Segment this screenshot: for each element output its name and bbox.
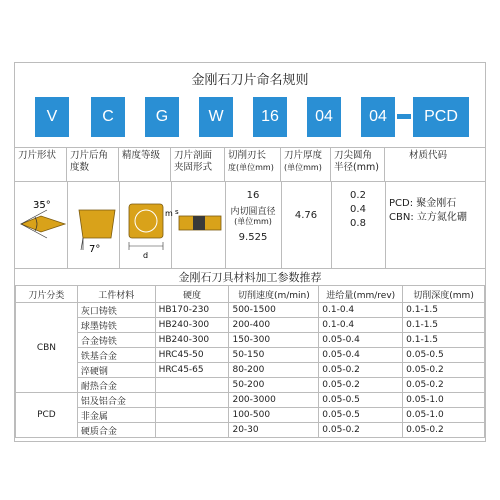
header-tolerance xyxy=(119,147,171,181)
table-cell: 0.05-0.5 xyxy=(403,348,485,363)
header-edge-sub: 度(单位mm) xyxy=(228,163,274,172)
table-cell: 0.05-0.2 xyxy=(403,378,485,393)
header-relief xyxy=(67,147,119,181)
shape-angle-label: 35° xyxy=(33,200,51,211)
code-box-edge-length: 16 xyxy=(253,97,287,137)
material-code-cbn: CBN: 立方氮化硼 xyxy=(389,212,467,223)
table-row xyxy=(16,303,485,318)
table-cell: 0.1-0.4 xyxy=(319,318,403,333)
relief-angle-icon xyxy=(69,186,119,266)
table-cell: HB240-300 xyxy=(155,333,229,348)
col-category: 刀片分类 xyxy=(16,286,78,303)
table-cell: 0.1-0.4 xyxy=(319,303,403,318)
category-cell: CBN xyxy=(16,303,78,393)
table-cell: 200-3000 xyxy=(229,393,319,408)
table-cell: 0.05-0.2 xyxy=(319,423,403,438)
parameter-table xyxy=(15,285,485,438)
table-cell: 0.05-0.2 xyxy=(319,378,403,393)
header-type-label: 刀片剖面 xyxy=(174,150,213,161)
header-thickness-label: 刀片厚度 xyxy=(284,150,323,161)
code-box-radius: 04 xyxy=(361,97,395,137)
code-box-thickness: 04 xyxy=(307,97,341,137)
table-cell xyxy=(155,393,229,408)
radius-value-3: 0.8 xyxy=(350,218,366,229)
table-cell: 20-30 xyxy=(229,423,319,438)
table-cell: 0.1-1.5 xyxy=(403,333,485,348)
edge-length-note: 内切圆直径 xyxy=(230,207,276,217)
table-cell: 0.05-0.4 xyxy=(319,333,403,348)
edge-length-value: 16 xyxy=(246,190,260,201)
category-cell: PCD xyxy=(16,393,78,438)
table-row xyxy=(16,393,485,408)
table-cell: 150-300 xyxy=(229,333,319,348)
diagram-row xyxy=(15,181,485,269)
table-row xyxy=(16,423,485,438)
table-cell: HB240-300 xyxy=(155,318,229,333)
col-feed: 进给量(mm/rev) xyxy=(319,286,403,303)
table-cell: 0.05-0.2 xyxy=(403,363,485,378)
header-relief-sub: 度数 xyxy=(70,162,90,173)
table-cell: 80-200 xyxy=(229,363,319,378)
table-cell: 0.05-0.2 xyxy=(403,423,485,438)
header-type-sub: 夹固形式 xyxy=(174,162,213,173)
table-row xyxy=(16,348,485,363)
table-cell: 灰口铸铁 xyxy=(77,303,155,318)
table-cell: 合金铸铁 xyxy=(77,333,155,348)
header-type xyxy=(171,147,225,181)
table-cell: 500-1500 xyxy=(229,303,319,318)
header-thickness xyxy=(281,147,331,181)
col-material: 工件材料 xyxy=(77,286,155,303)
table-body xyxy=(16,303,485,438)
table-cell: HRC45-65 xyxy=(155,363,229,378)
header-radius-sub: 半径(mm) xyxy=(334,162,379,173)
table-cell: 100-500 xyxy=(229,408,319,423)
inscribed-diameter-value: 9.525 xyxy=(238,232,268,243)
rhombus-insert-icon xyxy=(17,186,67,266)
table-cell xyxy=(155,408,229,423)
table-cell: 0.1-1.5 xyxy=(403,318,485,333)
d-dimension-label: d xyxy=(143,251,149,260)
table-cell: 0.05-0.4 xyxy=(319,348,403,363)
table-cell: 200-400 xyxy=(229,318,319,333)
header-shape-label: 刀片形状 xyxy=(18,150,57,161)
table-cell: 淬硬钢 xyxy=(77,363,155,378)
header-thickness-sub: (单位mm) xyxy=(284,163,322,172)
clamp-section-icon xyxy=(173,186,225,266)
code-box-shape: V xyxy=(35,97,69,137)
radius-value-2: 0.4 xyxy=(350,204,366,215)
table-cell: 球墨铸铁 xyxy=(77,318,155,333)
header-edge-length xyxy=(225,147,281,181)
code-box-material: PCD xyxy=(413,97,469,137)
radius-value-1: 0.2 xyxy=(350,190,366,201)
table-cell: 耐热合金 xyxy=(77,378,155,393)
header-radius xyxy=(331,147,385,181)
edge-length-unit: (单位mm) xyxy=(234,217,272,226)
header-relief-label: 刀片后角 xyxy=(70,150,109,161)
table-cell: 铝及铝合金 xyxy=(77,393,155,408)
header-radius-label: 刀尖圆角 xyxy=(334,150,373,161)
relief-angle-label: 7° xyxy=(89,244,101,255)
naming-rules-sheet xyxy=(14,62,486,442)
m-dimension-label: m xyxy=(165,209,173,218)
page-title: 金刚石刀片命名规则 xyxy=(191,73,309,88)
table-cell: HRC45-50 xyxy=(155,348,229,363)
table-cell: 0.1-1.5 xyxy=(403,303,485,318)
material-code-pcd: PCD: 聚金刚石 xyxy=(389,198,457,209)
table-title: 金刚石刀具材料加工参数推荐 xyxy=(178,271,322,284)
tolerance-insert-icon xyxy=(121,186,171,266)
table-cell: 铁基合金 xyxy=(77,348,155,363)
table-cell: 硬质合金 xyxy=(77,423,155,438)
table-cell: 0.05-0.5 xyxy=(319,408,403,423)
table-cell: 0.05-1.0 xyxy=(403,393,485,408)
code-box-type: W xyxy=(199,97,233,137)
code-box-relief: C xyxy=(91,97,125,137)
table-row xyxy=(16,363,485,378)
table-cell xyxy=(155,378,229,393)
table-row xyxy=(16,378,485,393)
table-header-row xyxy=(16,286,485,303)
header-edge-label: 切削刃长 xyxy=(228,150,267,161)
table-cell: 0.05-0.5 xyxy=(319,393,403,408)
table-cell: 0.05-1.0 xyxy=(403,408,485,423)
header-tolerance-label: 精度等级 xyxy=(122,150,161,161)
table-row xyxy=(16,318,485,333)
table-row xyxy=(16,333,485,348)
header-material xyxy=(385,147,485,181)
code-dash xyxy=(397,114,411,119)
code-box-tolerance: G xyxy=(145,97,179,137)
table-cell: 0.05-0.2 xyxy=(319,363,403,378)
table-cell: 非金属 xyxy=(77,408,155,423)
table-cell: 50-200 xyxy=(229,378,319,393)
header-shape xyxy=(15,147,67,181)
code-row xyxy=(35,97,475,137)
table-row xyxy=(16,408,485,423)
header-material-label: 材质代码 xyxy=(409,150,448,161)
col-hardness: 硬度 xyxy=(155,286,229,303)
thickness-value: 4.76 xyxy=(294,210,318,221)
table-cell xyxy=(155,423,229,438)
col-speed: 切削速度(m/min) xyxy=(229,286,319,303)
s-dimension-label: s xyxy=(175,208,179,216)
col-depth: 切削深度(mm) xyxy=(403,286,485,303)
table-cell: 50-150 xyxy=(229,348,319,363)
table-cell: HB170-230 xyxy=(155,303,229,318)
